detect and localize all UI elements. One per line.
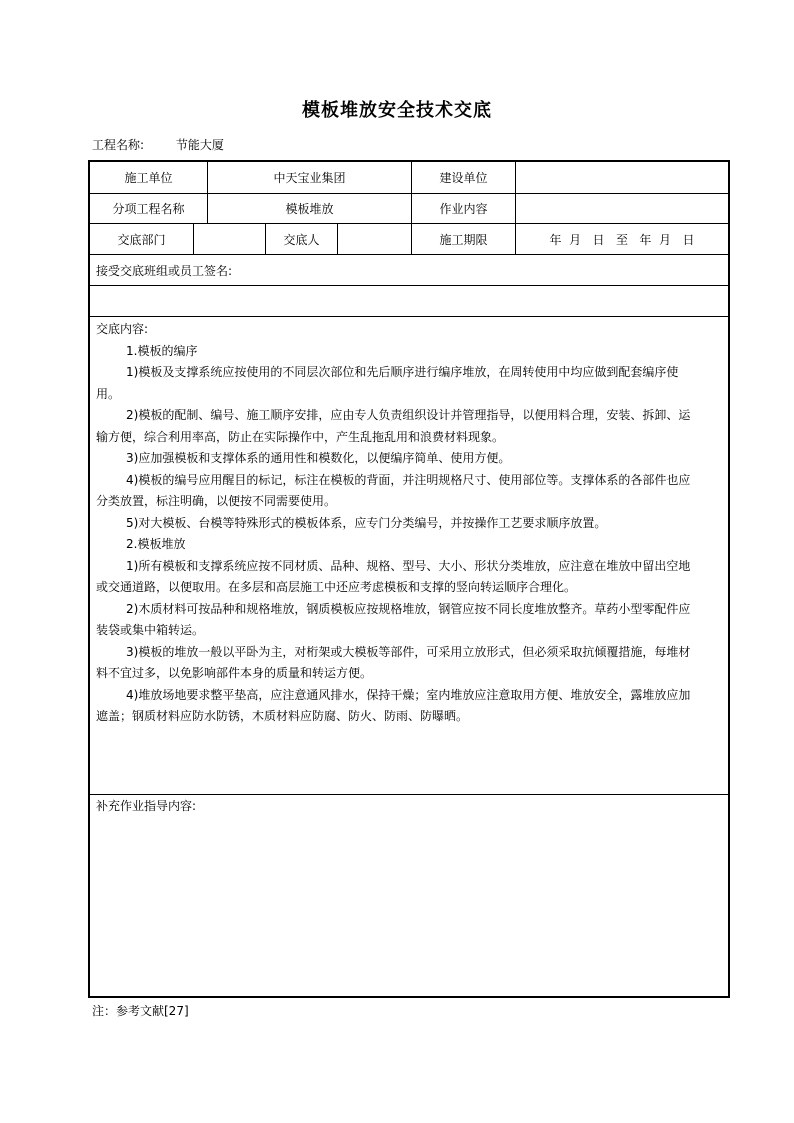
cell-owner-unit-label: 建设单位 [412, 162, 516, 193]
cell-department-label: 交底部门 [90, 224, 194, 254]
content-heading-1: 1.模板的编序 [126, 343, 198, 358]
content-label: 交底内容: [96, 322, 149, 336]
cell-department-value [194, 224, 266, 254]
project-name-value: 节能大厦 [175, 138, 224, 152]
cell-construction-unit-label: 施工单位 [90, 162, 208, 193]
cell-discloser-value [338, 224, 412, 254]
content-item: 2)模板的配制、编号、施工顺序安排，应由专人负责组织设计并管理指导，以便用料合理，安装、拆卸、运输方便，综合利用率高，防止在实际操作中，产生乱拖乱用和浪费材料现象。 [96, 408, 691, 444]
disclosure-table [88, 160, 730, 998]
document-title: 模板堆放安全技术交底 [302, 100, 492, 121]
content-item: 1)模板及支撑系统应按使用的不同层次部位和先后顺序进行编序堆放，在周转使用中均应做到配套编序使用。 [96, 365, 679, 401]
cell-period-value: 年 月 日 至 年 月 日 [549, 232, 695, 247]
cell-sub-project-value: 模板堆放 [208, 194, 412, 223]
content-item: 1)所有模板和支撑系统应按不同材质、品种、规格、型号、大小、形状分类堆放，应注意在堆放中留出空地或交通道路，以便取用。在多层和高层施工中还应考虑模板和支撑的竖向转运顺序合理化。 [96, 558, 691, 594]
table-row-1 [90, 162, 728, 194]
cell-period-label: 施工期限 [412, 224, 516, 254]
table-row-sign-area [90, 286, 728, 317]
cell-work-content-label: 作业内容 [412, 194, 516, 223]
content-item: 4)模板的编号应用醒目的标记，标注在模板的背面，并注明规格尺寸、使用部位等。支撑体系的各部件也应分类放置，标注明确，以便按不同需要使用。 [96, 472, 691, 508]
content-heading-2: 2.模板堆放 [126, 537, 186, 551]
content-item: 3)应加强模板和支撑体系的通用性和模数化，以便编序简单、使用方便。 [126, 451, 511, 465]
content-item: 4)堆放场地要求整平垫高，应注意通风排水，保持干燥；室内堆放应注意取用方便、堆放安全，露堆放应加遮盖；钢质材料应防水防锈，木质材料应防腐、防火、防雨、防曝晒。 [96, 687, 691, 723]
content-item: 5)对大模板、台模等特殊形式的模板体系，应专门分类编号，并按操作工艺要求顺序放置。 [126, 515, 607, 530]
supplement-label: 补充作业指导内容: [96, 799, 197, 813]
table-row-2 [90, 194, 728, 224]
project-name-label: 工程名称: [92, 138, 145, 152]
disclosure-content [90, 319, 728, 795]
cell-work-content-value [516, 194, 728, 223]
cell-sub-project-label: 分项工程名称 [90, 194, 208, 223]
cell-owner-unit-value [516, 162, 728, 193]
project-name-line [92, 136, 224, 153]
cell-discloser-label: 交底人 [266, 224, 338, 254]
sign-label: 接受交底班组或员工签名: [96, 263, 233, 278]
table-row-3 [90, 224, 728, 255]
content-item: 3)模板的堆放一般以平卧为主，对桁架或大模板等部件，可采用立放形式，但必须采取抗倾覆措施，每堆材料不宜过多，以免影响部件本身的质量和转运方便。 [96, 644, 691, 680]
table-row-sign-label [90, 255, 728, 286]
content-item: 2)木质材料可按品种和规格堆放，钢质模板应按规格堆放，钢管应按不同长度堆放整齐。草药小型零配件应装袋或集中箱转运。 [96, 601, 691, 637]
cell-construction-unit-value: 中天宝业集团 [208, 162, 412, 193]
footnote: 注：参考文献[27] [92, 1004, 189, 1018]
